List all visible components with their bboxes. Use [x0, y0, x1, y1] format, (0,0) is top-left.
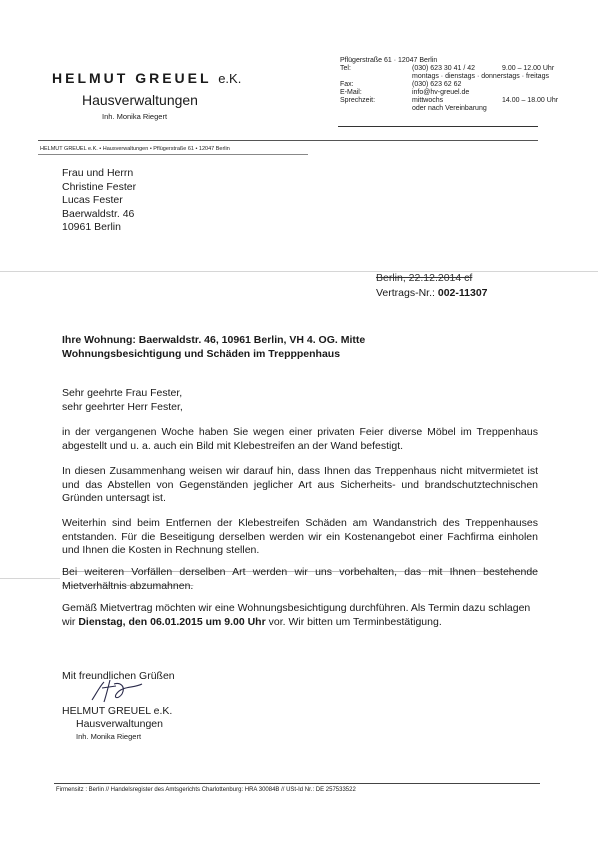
paragraph-2: In diesen Zusammenhang weisen wir darauf hin, dass Ihnen das Treppenhaus nicht mitvermietet ist und das Abstellen von Gegenständen jeglicher Art aus Sicherheits- und brandschutztechnischen Gründen untersagt ist.	[62, 465, 538, 504]
signature-company: HELMUT GREUEL e.K.	[62, 705, 173, 717]
recipient-salutation: Frau und Herrn	[62, 167, 134, 179]
recipient-name-1: Christine Fester	[62, 180, 137, 193]
paragraph-5	[62, 602, 538, 629]
recipient-address	[62, 167, 136, 235]
scan-line	[0, 578, 60, 579]
company-suffix: e.K.	[218, 71, 242, 86]
fax-value: (030) 623 62 62	[412, 81, 462, 88]
sender-divider-left	[38, 140, 338, 141]
office-hours-label: Sprechzeit:	[340, 97, 376, 104]
company-name	[52, 70, 241, 86]
tel-hours: 9.00 – 12.00 Uhr	[502, 65, 555, 72]
appointment-date: Dienstag, den 06.01.2015 um 9.00 Uhr	[78, 615, 266, 628]
contact-table	[340, 65, 558, 113]
paragraph-5-text-a: Gemäß Mietvertrag möchten wir eine Wohnungsbesichtigung durchführen. Als Termin dazu schlagen wir	[62, 602, 531, 628]
footer-divider	[54, 783, 540, 784]
paragraph-4: Bei weiteren Vorfällen derselben Art werden wir uns vorbehalten, das mit Ihnen bestehende Mietverhältnis abzumahnen.	[62, 566, 538, 592]
tel-value: (030) 623 30 41 / 42	[412, 65, 476, 72]
greeting-line-2: sehr geehrter Herr Fester,	[62, 400, 183, 413]
tel-days: montags · dienstags · donnerstags · freitags	[412, 73, 549, 80]
company-owner: Inh. Monika Riegert	[102, 112, 168, 121]
office-day: mittwochs	[412, 97, 444, 104]
greeting-line-1: Sehr geehrte Frau Fester,	[62, 387, 183, 399]
paragraph-1: in der vergangenen Woche haben Sie wegen einer privaten Feier diverse Möbel im Treppenhaus abgestellt und u. a. auch ein Bild mit Klebestreifen an der Wand befestigt.	[62, 426, 538, 452]
footer-legal: Firmensitz : Berlin // Handelsregister des Amtsgerichts Charlottenburg: HRA 30084B // USt-Id Nr.: DE 257533522	[56, 787, 356, 793]
signature-owner: Inh. Monika Riegert	[76, 732, 142, 741]
header-divider	[338, 126, 538, 127]
recipient-street: Baerwaldstr. 46	[62, 207, 135, 220]
contact-address: Pflügerstraße 61 · 12047 Berlin	[340, 57, 438, 64]
greeting	[62, 387, 538, 414]
subject-line-2: Wohnungsbesichtigung und Schäden im Trepppenhaus	[62, 347, 341, 360]
company-subtitle: Hausverwaltungen	[82, 92, 198, 108]
tel-label: Tel:	[340, 65, 351, 72]
recipient-name-2: Lucas Fester	[62, 194, 123, 206]
contract-value: 002-11307	[437, 287, 488, 299]
closing: Mit freundlichen Grüßen	[62, 670, 175, 682]
sender-underline	[38, 154, 308, 155]
handwritten-signature	[88, 676, 148, 706]
paragraph-5-text-b: vor. Wir bitten um Terminbestätigung.	[265, 615, 442, 628]
letter-date: Berlin, 22.12.2014 cf	[376, 272, 473, 284]
company-name-text: HELMUT GREUEL	[52, 70, 212, 86]
fax-label: Fax:	[340, 81, 354, 88]
scan-line	[0, 271, 598, 272]
email-value: info@hv-greuel.de	[412, 89, 470, 96]
email-label: E-Mail:	[340, 89, 362, 96]
letter-subject	[62, 334, 365, 361]
subject-line-1: Ihre Wohnung: Baerwaldstr. 46, 10961 Berlin, VH 4. OG. Mitte	[62, 334, 366, 346]
contract-label: Vertrags-Nr.:	[376, 287, 435, 299]
recipient-city: 10961 Berlin	[62, 221, 121, 233]
office-note: oder nach Vereinbarung	[412, 105, 487, 112]
sender-line: HELMUT GREUEL e.K. • Hausverwaltungen • Pflügerstraße 61 • 12047 Berlin	[40, 146, 230, 152]
signature-subtitle: Hausverwaltungen	[76, 718, 163, 730]
sender-divider-right	[338, 140, 538, 141]
office-hours: 14.00 – 18.00 Uhr	[502, 97, 559, 104]
contract-number	[376, 287, 488, 299]
contact-block	[340, 57, 558, 113]
paragraph-3: Weiterhin sind beim Entfernen der Klebestreifen Schäden am Wandanstrich des Treppenhauses entstanden. Für die Beseitigung derselben werden wir ein Kostenangebot einer Fachfirma einholen und Ihnen die Kosten in Rechnung stellen.	[62, 517, 538, 556]
